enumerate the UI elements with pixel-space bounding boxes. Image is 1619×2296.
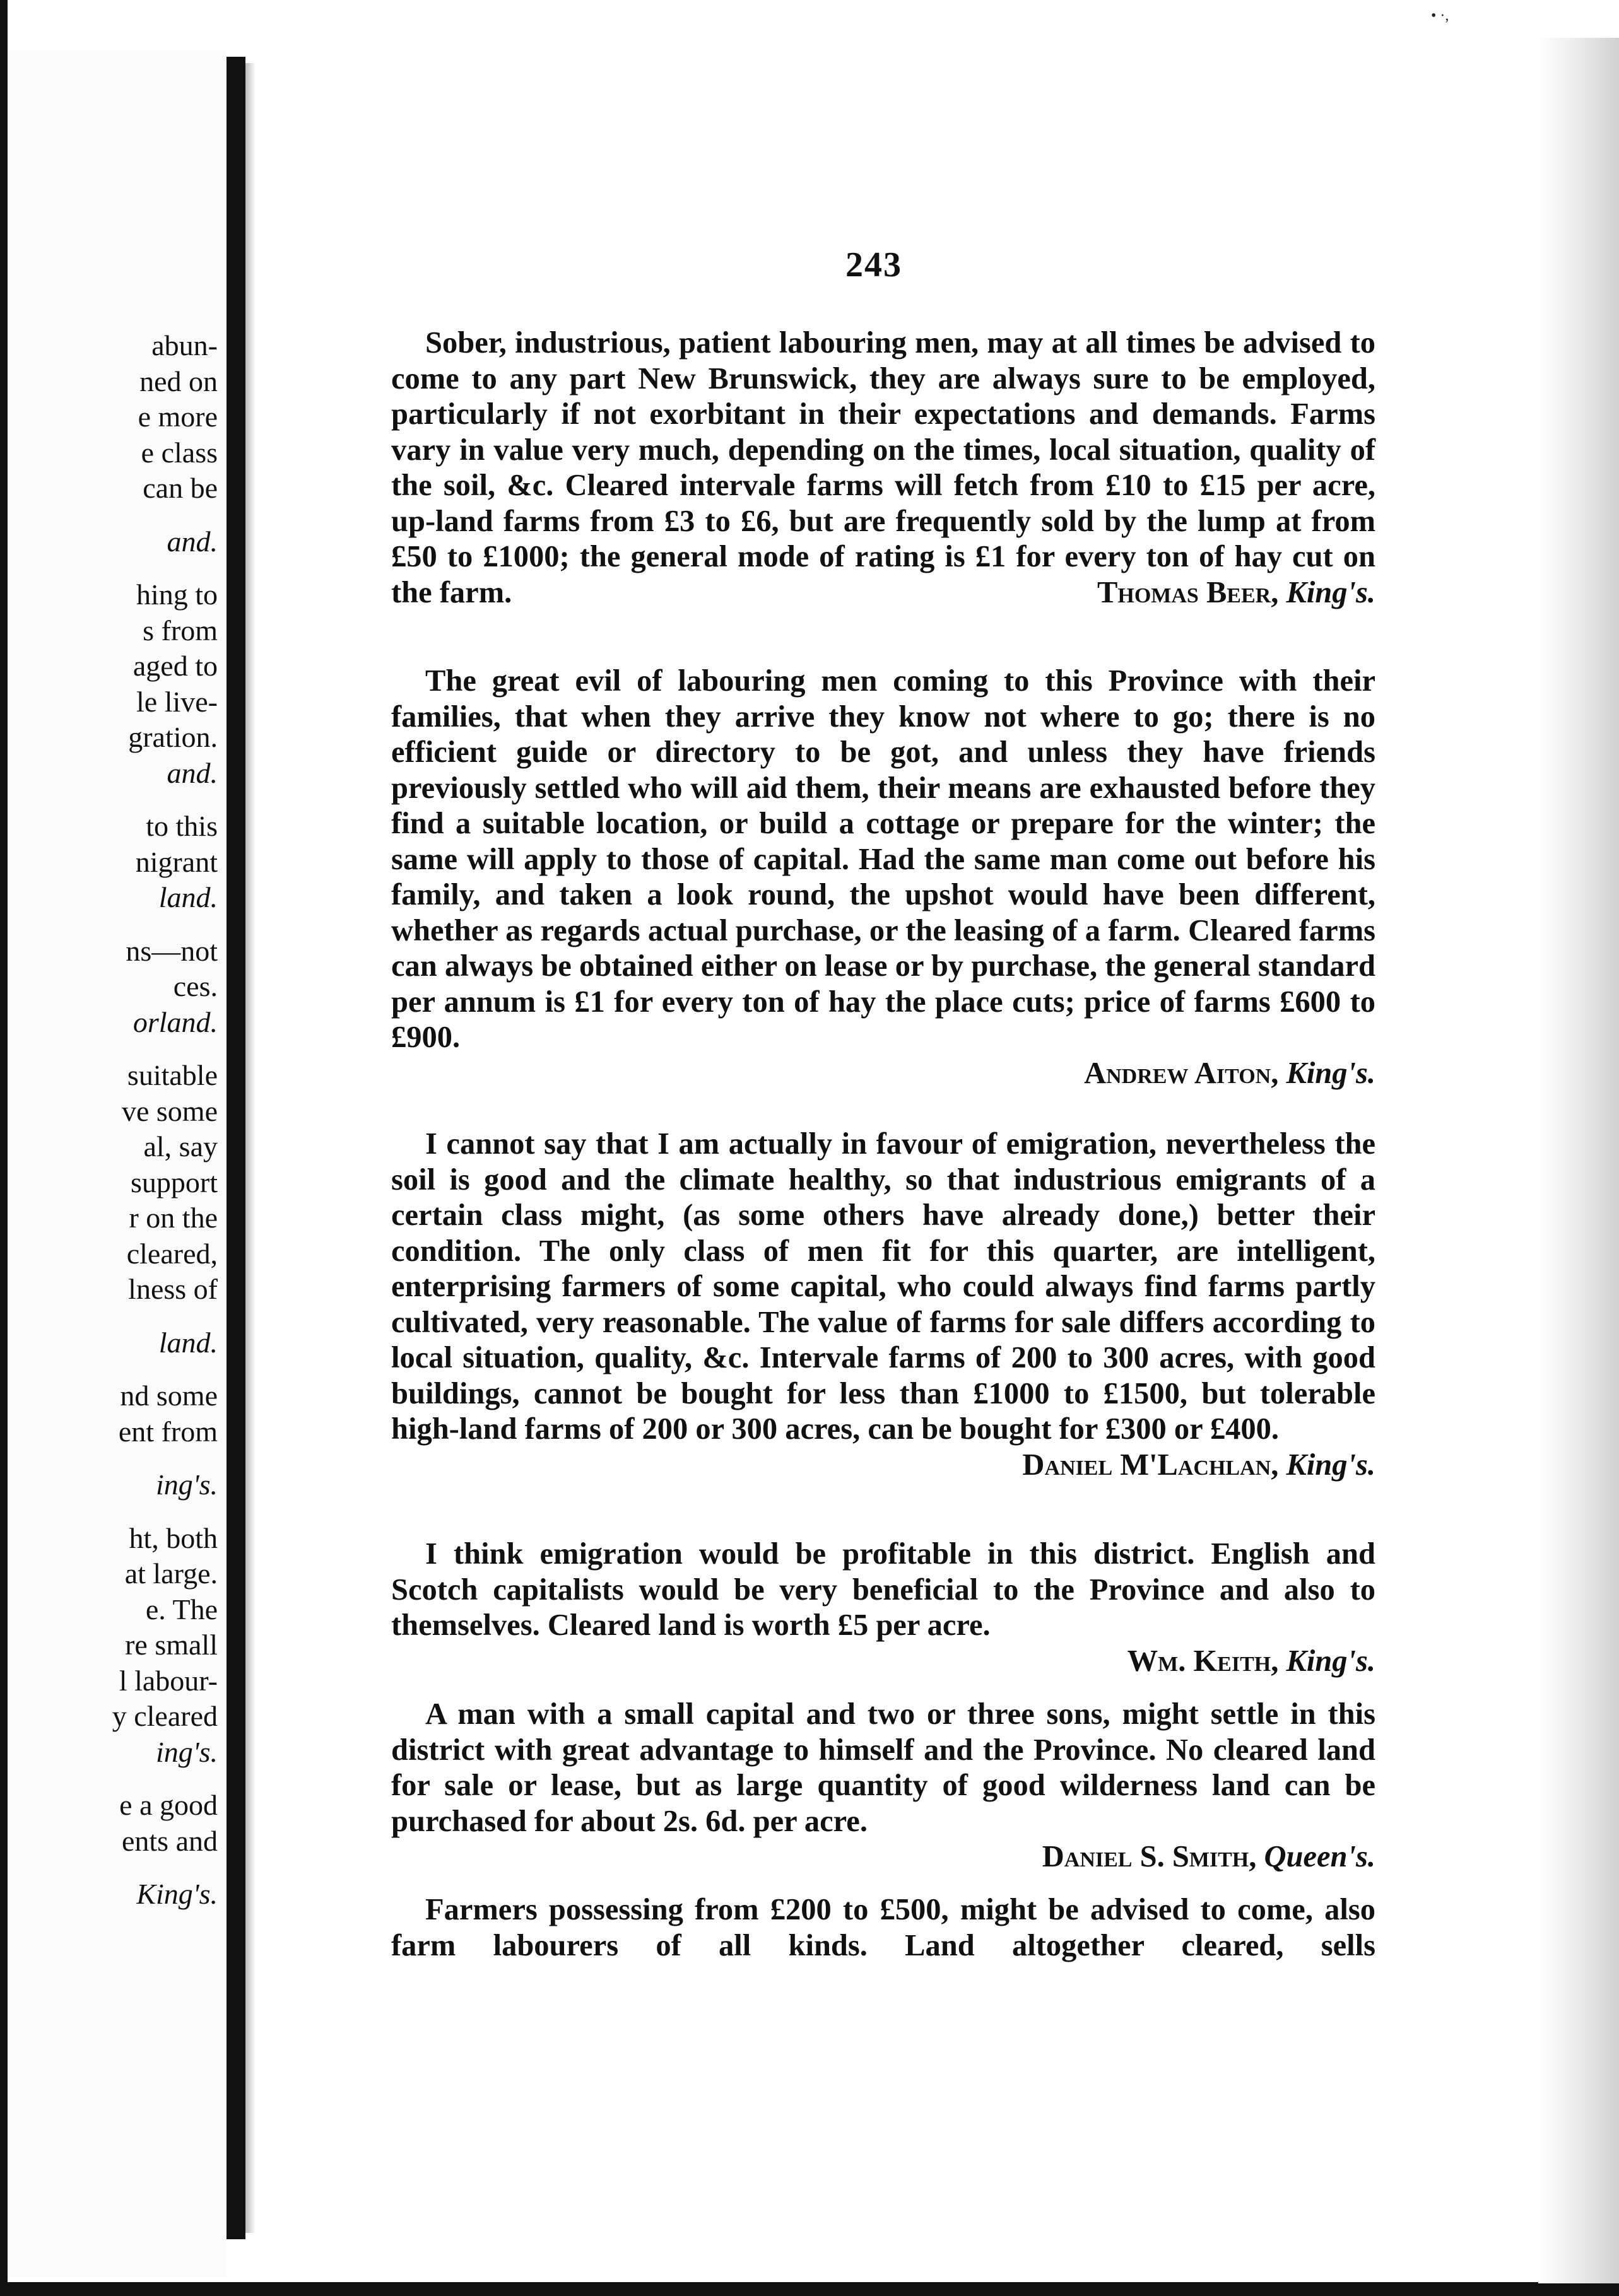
entry-1 bbox=[391, 325, 1375, 611]
facing-page-line: suitable bbox=[127, 1059, 218, 1091]
signatory-county: Queen's. bbox=[1264, 1840, 1375, 1873]
entry-signature bbox=[391, 1644, 1375, 1680]
facing-page-line: hing to bbox=[136, 578, 218, 611]
facing-page-line: re small bbox=[125, 1629, 218, 1661]
entry-text: The great evil of labouring men coming to this Province with their families, that when they arrive they know not where to go; there is no efficient guide or directory to be got, and unless they have friends previously settled who will aid them, their means are exhausted before they find a suitable location, or build a cottage or prepare for the winter; the same will apply to those of capital. Had the same man come out before his family, and taken a look round, the upshot would have been different, whether as regards actual purchase, or the leasing of a farm. Cleared farms can always be obtained either on lease or by purchase, the general standard per annum is £1 for every ton of hay the place cuts; price of farms £600 to £900. bbox=[391, 664, 1375, 1054]
facing-page-gap bbox=[16, 1770, 218, 1788]
facing-page-line: at large. bbox=[124, 1557, 218, 1590]
scan-edge-left bbox=[0, 0, 8, 2296]
facing-page-gap bbox=[16, 1040, 218, 1058]
signatory-county: King's. bbox=[1286, 1644, 1375, 1678]
entry-signature bbox=[391, 1056, 1375, 1092]
signatory-name: Daniel S. Smith, bbox=[1042, 1840, 1257, 1873]
page-number: 243 bbox=[845, 245, 902, 284]
facing-page-line: r on the bbox=[129, 1202, 218, 1234]
entry-text: Farmers possessing from £200 to £500, might be advised to come, also farm labourers of all kinds. Land altogether cleared, sells bbox=[391, 1893, 1375, 1962]
facing-page-line: and. bbox=[167, 525, 218, 558]
facing-page-line: to this bbox=[146, 810, 218, 842]
facing-page-line: al, say bbox=[143, 1130, 218, 1163]
entry-signature bbox=[391, 1448, 1375, 1484]
facing-page-line: support bbox=[131, 1166, 218, 1198]
signatory-county: King's. bbox=[1286, 575, 1375, 609]
facing-page-line: aged to bbox=[132, 650, 218, 682]
entry-2 bbox=[391, 664, 1375, 1091]
facing-page-line: cleared, bbox=[126, 1237, 218, 1270]
facing-page-line: l labour- bbox=[119, 1664, 218, 1697]
facing-page-line: y cleared bbox=[112, 1700, 218, 1732]
facing-page-line: ing's. bbox=[155, 1468, 218, 1501]
facing-page-line: abun- bbox=[151, 329, 218, 361]
entry-3 bbox=[391, 1127, 1375, 1483]
signatory-name: Daniel M'Lachlan, bbox=[1022, 1448, 1279, 1482]
facing-page-line: ned on bbox=[139, 365, 218, 397]
facing-page-gap bbox=[16, 791, 218, 809]
facing-page-line: e class bbox=[141, 436, 218, 469]
facing-page-line: land. bbox=[158, 1326, 218, 1359]
facing-page-gap bbox=[16, 1503, 218, 1521]
facing-page-line: s from bbox=[143, 614, 218, 647]
facing-page-line: gration. bbox=[128, 721, 218, 753]
facing-page-line: nigrant bbox=[135, 845, 218, 878]
facing-page-text bbox=[16, 328, 218, 1912]
facing-page-line: ns—not bbox=[126, 934, 218, 967]
facing-page-line: can be bbox=[143, 472, 218, 504]
entry-5 bbox=[391, 1697, 1375, 1875]
facing-page-gap bbox=[16, 916, 218, 934]
facing-page-line: ent from bbox=[118, 1415, 218, 1448]
facing-page-line: and. bbox=[167, 756, 218, 789]
facing-page-line: nd some bbox=[120, 1379, 218, 1412]
signatory-name: Thomas Beer, bbox=[1097, 575, 1279, 609]
facing-page-line: ve some bbox=[121, 1094, 218, 1127]
entry-6 bbox=[391, 1892, 1375, 1964]
entry-text: I think emigration would be profitable in this district. English and Scotch capitalists would be very beneficial to the Province and also to themselves. Cleared land is worth £5 per acre. bbox=[391, 1537, 1375, 1642]
facing-page-gap bbox=[16, 1308, 218, 1325]
facing-page-line: e a good bbox=[119, 1789, 218, 1821]
book-gutter bbox=[227, 57, 245, 2239]
facing-page-line: ces. bbox=[173, 970, 218, 1002]
facing-page-line: le live- bbox=[136, 685, 218, 718]
facing-page-line: ents and bbox=[121, 1824, 218, 1857]
signatory-county: King's. bbox=[1286, 1448, 1375, 1482]
entry-text: I cannot say that I am actually in favour of emigration, nevertheless the soil is good and the climate healthy, so that industrious emigrants of a certain class might, (as some others have already done,) better their condition. The only class of men fit for this quarter, are intelligent, enterprising farmers of some capital, who could always find farms partly cultivated, very reasonable. The value of farms for sale differs according to local situation, quality, &c. Intervale farms of 200 to 300 acres, with good buildings, cannot be bought for less than £1000 to £1500, but tolerable high-land farms of 200 or 300 acres, can be bought for £300 or £400. bbox=[391, 1127, 1375, 1446]
gutter-shadow bbox=[245, 63, 256, 2233]
entry-4 bbox=[391, 1537, 1375, 1679]
facing-page-gap bbox=[16, 1361, 218, 1378]
signatory-county: King's. bbox=[1286, 1056, 1375, 1090]
facing-page-line: lness of bbox=[128, 1273, 218, 1305]
scan-speck: • ·, bbox=[1431, 8, 1449, 24]
facing-page-line: e. The bbox=[145, 1593, 218, 1625]
facing-page-line: King's. bbox=[136, 1878, 218, 1910]
signatory-name: Wm. Keith, bbox=[1127, 1644, 1279, 1678]
facing-page-line: land. bbox=[158, 881, 218, 913]
scan-edge-bottom bbox=[0, 2282, 1619, 2296]
facing-page bbox=[8, 50, 227, 2277]
facing-page-line: ht, both bbox=[129, 1521, 218, 1554]
facing-page-gap bbox=[16, 559, 218, 577]
page-edge-shadow bbox=[1538, 38, 1619, 2283]
facing-page-line: orland. bbox=[132, 1005, 218, 1038]
entry-signature bbox=[391, 575, 1375, 611]
entry-text: A man with a small capital and two or three sons, might settle in this district with great advantage to himself and the Province. No cleared land for sale or lease, but as large quantity of good wilderness land can be purchased for about 2s. 6d. per acre. bbox=[391, 1697, 1375, 1838]
signatory-name: Andrew Aiton, bbox=[1084, 1056, 1279, 1090]
facing-page-gap bbox=[16, 1450, 218, 1467]
facing-page-gap bbox=[16, 507, 218, 524]
facing-page-gap bbox=[16, 1859, 218, 1877]
facing-page-line: ing's. bbox=[155, 1735, 218, 1768]
entry-signature bbox=[391, 1839, 1375, 1875]
entry-text: Sober, industrious, patient labouring men, may at all times be advised to come to any part New Brunswick, they are always sure to be employed, particularly if not exorbitant in their expectations and demands. Farms vary in value very much, depending on the times, local situation, quality of the soil, &c. Cleared intervale farms will fetch from £10 to £15 per acre, up-land farms from £3 to £6, but are frequently sold by the lump at from £50 to £1000; the general mode of rating is £1 for every ton of hay cut on the farm. bbox=[391, 326, 1375, 609]
facing-page-line: e more bbox=[138, 401, 218, 433]
